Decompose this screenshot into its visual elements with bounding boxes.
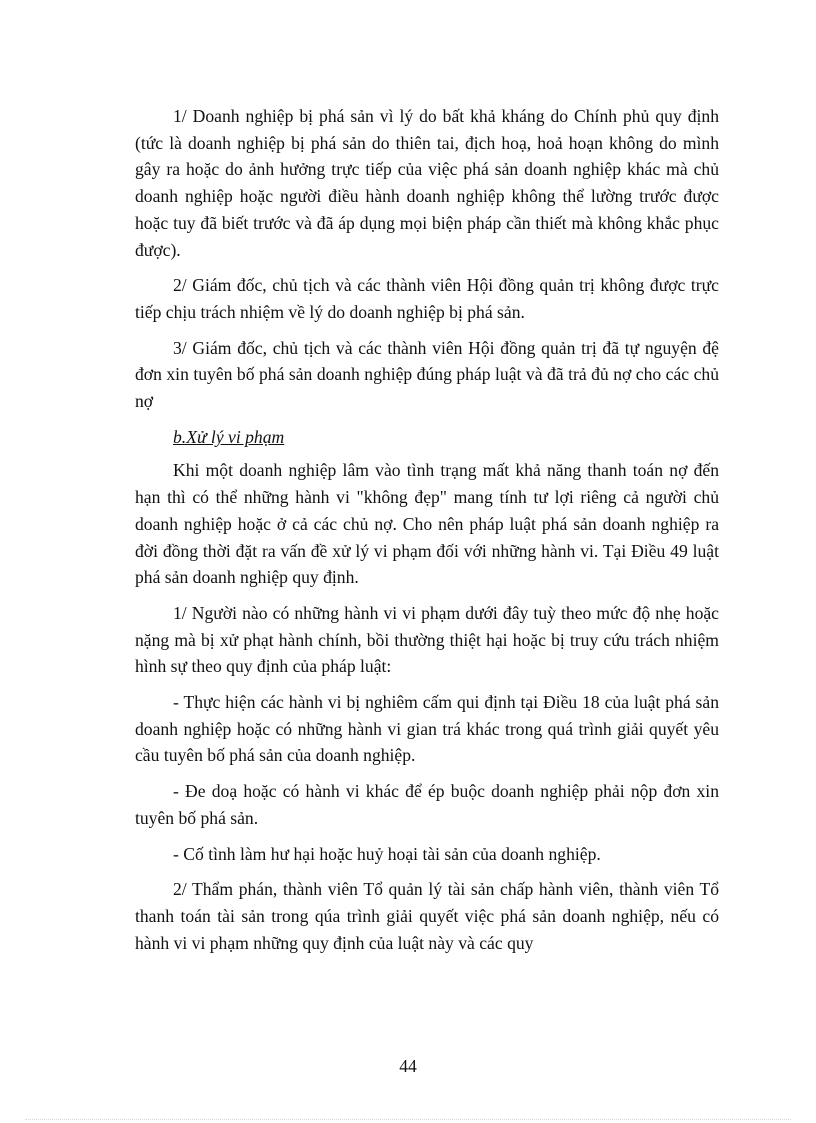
paragraph-clause-1: 1/ Người nào có những hành vi vi phạm dưới đây tuỳ theo mức độ nhẹ hoặc nặng mà bị xử phạt hành chính, bồi thường thiệt hại hoặc bị truy cứu trách nhiệm hình sự theo quy định của pháp luật: [135,602,719,677]
paragraph-exemption-3: 3/ Giám đốc, chủ tịch và các thành viên Hội đồng quản trị đã tự nguyện đệ đơn xin tuyên bố phá sản doanh nghiệp đúng pháp luật và đã trả đủ nợ cho các chủ nợ [135,337,719,412]
page-number: 44 [399,1056,417,1076]
paragraph-intro: Khi một doanh nghiệp lâm vào tình trạng mất khả năng thanh toán nợ đến hạn thì có thể những hành vi "không đẹp" mang tính tư lợi riêng cả người chủ doanh nghiệp hoặc ở cả các chủ nợ. Cho nên pháp luật phá sản doanh nghiệp ra đời đồng thời đặt ra vấn đề xử lý vi phạm đối với những hành vi. Tại Điều 49 luật phá sản doanh nghiệp quy định. [135,460,719,588]
paragraph-bullet-3: - Cố tình làm hư hại hoặc huỷ hoại tài sản của doanh nghiệp. [173,843,601,864]
section-heading: b.Xử lý vi phạm [173,426,285,447]
paragraph-exemption-2: 2/ Giám đốc, chủ tịch và các thành viên Hội đồng quản trị không được trực tiếp chịu trách nhiệm về lý do doanh nghiệp bị phá sản. [135,275,719,322]
page-body [135,103,719,965]
paragraph-bullet-2: - Đe doạ hoặc có hành vi khác để ép buộc doanh nghiệp phải nộp đơn xin tuyên bố phá sản. [135,781,719,828]
paragraph-exemption-1: 1/ Doanh nghiệp bị phá sản vì lý do bất khả kháng do Chính phủ quy định (tức là doanh nghiệp bị phá sản do thiên tai, địch hoạ, hoả hoạn không do mình gây ra hoặc do ảnh hưởng trực tiếp của việc phá sản doanh nghiệp khác mà chủ doanh nghiệp hoặc người điều hành doanh nghiệp không thể lường trước được hoặc tuy đã biết trước và đã áp dụng mọi biện pháp cần thiết mà không khắc phục được). [135,106,719,260]
paragraph-clause-2: 2/ Thẩm phán, thành viên Tổ quản lý tài sản chấp hành viên, thành viên Tổ thanh toán tài sản trong qúa trình giải quyết việc phá sản doanh nghiệp, nếu có hành vi vi phạm những quy định của luật này và các quy [135,879,719,953]
page-bottom-divider [25,1119,791,1120]
paragraph-bullet-1: - Thực hiện các hành vi bị nghiêm cấm qui định tại Điều 18 của luật phá sản doanh nghiệp hoặc có những hành vi gian trá khác trong quá trình giải quyết yêu cầu tuyên bố phá sản của doanh nghiệp. [135,692,719,766]
